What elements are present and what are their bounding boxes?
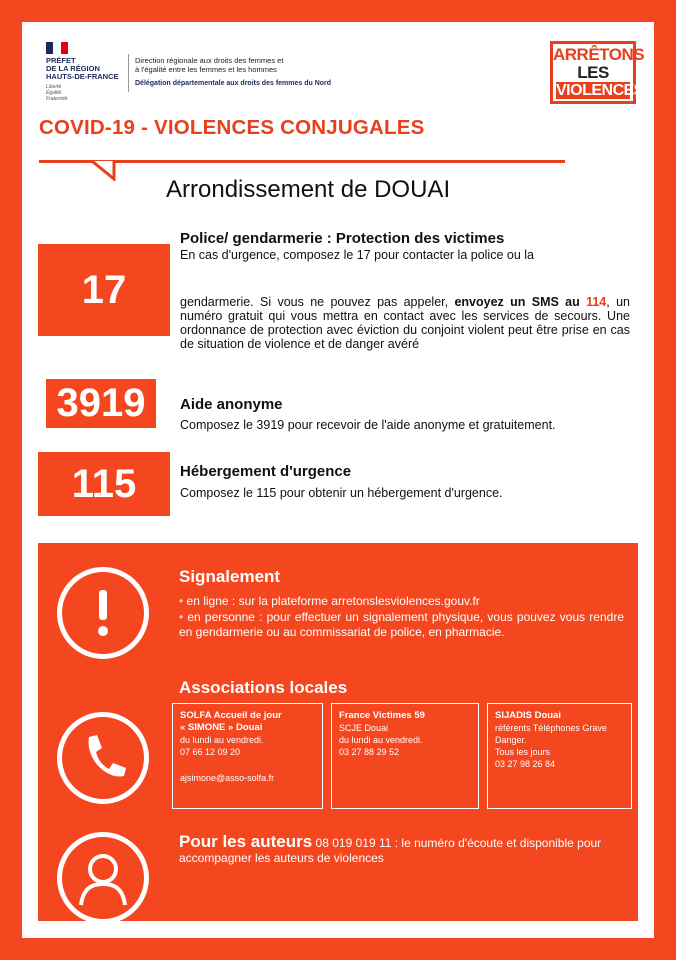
sijadis-card [487,703,632,809]
hebergement-title: Hébergement d'urgence [180,463,352,480]
sijadis-hours: Tous les jours [495,747,551,757]
sijadis-name: SIJADIS Douai [495,710,561,721]
solfa-name-1: SOLFA Accueil de jour [180,710,282,721]
direction-text [135,56,375,74]
signalement-item2-text: en personne : pour effectuer un signalement physique, vous pouvez vous rendre en gendarmerie ou au commissariat de police, en pharmacie. [179,610,624,639]
bullet: • [179,610,184,624]
police-body-c: , un numéro gratuit qui vous mettra en contact avec les services de secours. Une ordonnance de protection avec éviction du conjoint violent peut être prise en cas de situation de violence et de danger avéré [180,295,630,351]
hebergement-text: Composez le 115 pour obtenir un hébergement d'urgence. [180,486,503,500]
france-victimes-phone: 03 27 88 29 52 [339,747,400,757]
solfa-hours: du lundi au vendredi. [180,735,264,745]
police-body-b: envoyez un SMS au [454,295,587,309]
campaign-word3: VIOLENCES [556,82,644,99]
auteurs-section [179,834,624,866]
sijadis-phone: 03 27 98 26 84 [495,759,556,769]
sijadis-line1: référents Téléphones Grave [495,723,607,733]
number-115-box: 115 [38,452,170,516]
prefet-line3: HAUTS-DE-FRANCE [46,72,119,81]
devise-egalite: Égalité [46,90,62,96]
france-victimes-name: France Victimes 59 [339,710,425,721]
exclamation-icon [57,567,149,659]
bullet: • [179,594,184,608]
signalement-item-online [179,594,480,609]
devise-fraternite: Fraternité [46,96,68,102]
direction-line2: à l'égalité entre les femmes et les hommes [135,65,277,74]
aide-text: Composez le 3919 pour recevoir de l'aide anonyme et gratuitement. [180,418,556,432]
page-title: COVID-19 - VIOLENCES CONJUGALES [39,116,425,139]
arretons-les-violences-logo [550,41,645,104]
campaign-word1: ARRÊTONS [553,45,645,64]
sms-number: 114 [586,295,607,309]
auteurs-text: 08 019 019 11 : le numéro d'écoute et disponible pour accompagner les auteurs de violences [179,836,602,865]
france-victimes-card [331,703,479,809]
prefet-line1: PRÉFET [46,56,76,65]
solfa-email: ajsimone@asso-solfa.fr [180,773,275,783]
poster [22,22,654,938]
number-3919-box: 3919 [46,379,156,428]
auteurs-title: Pour les auteurs [179,832,313,851]
solfa-name-2: « SIMONE » Douai [180,722,263,733]
number-17-box: 17 [38,244,170,336]
solfa-card [172,703,323,809]
police-title: Police/ gendarmerie : Protection des victimes [180,230,505,247]
prefet-logo [46,42,141,107]
arrondissement-heading: Arrondissement de DOUAI [166,176,451,203]
person-icon [57,832,149,924]
associations-title: Associations locales [179,678,348,697]
police-body-a: gendarmerie. Si vous ne pouvez pas appeler, [180,295,455,309]
speech-tick-icon [92,161,122,181]
police-body [180,295,630,351]
phone-icon [57,712,149,804]
sijadis-line2: Danger. [495,735,527,745]
devise-liberte: Liberté [46,84,62,90]
direction-line1: Direction régionale aux droits des femmes et [135,56,284,65]
police-line1: En cas d'urgence, composez le 17 pour contacter la police ou la [180,248,534,262]
signalement-item1-text: en ligne : sur la plateforme arretonslesviolences.gouv.fr [183,594,480,608]
france-victimes-line1: SCJE Douai [339,723,389,733]
header-divider [128,54,129,92]
prefet-line2: DE LA RÉGION [46,64,100,73]
french-flag-icon [46,42,68,54]
solfa-phone: 07 66 12 09 20 [180,747,241,757]
aide-title: Aide anonyme [180,396,283,413]
france-victimes-hours: du lundi au vendredi. [339,735,423,745]
signalement-item-in-person [179,610,624,640]
delegation-text: Délégation départementale aux droits des femmes du Nord [135,80,332,87]
campaign-word2: LES [577,63,609,82]
signalement-title: Signalement [179,567,281,586]
